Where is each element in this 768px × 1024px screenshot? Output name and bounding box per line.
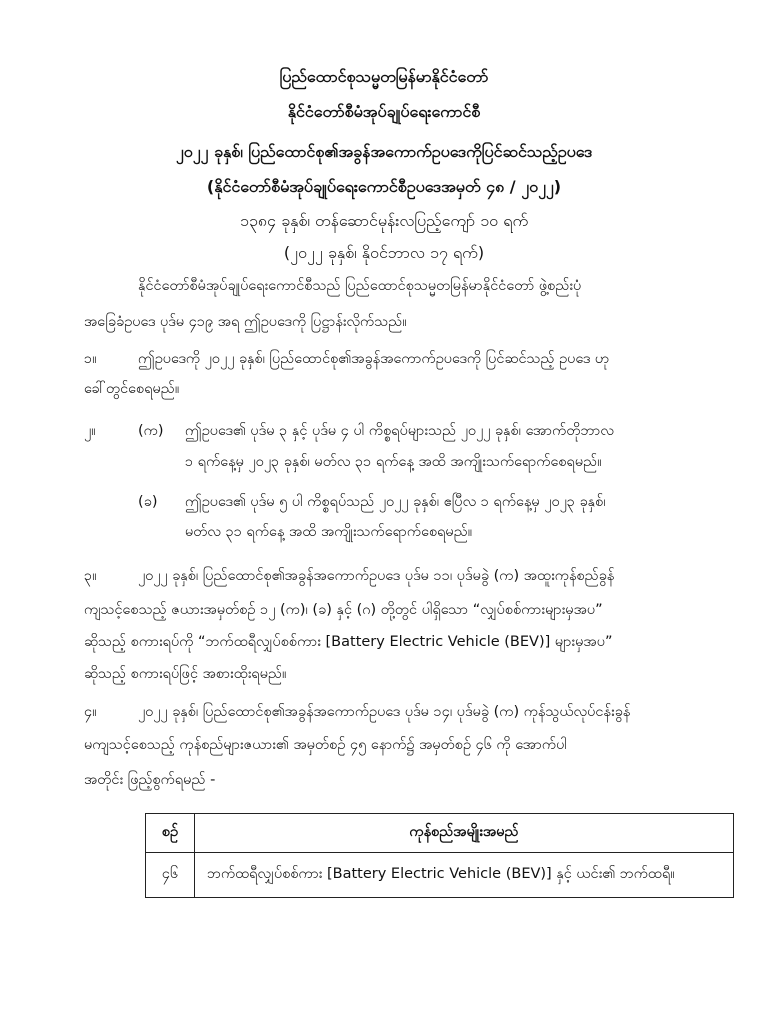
section-3-number: ၃။ bbox=[84, 568, 97, 584]
section-3-line-2: ကျသင့်စေသည့် ဇယားအမှတ်စဉ် ၁၂ (က)၊ (ခ) နှင့် (ဂ) တို့တွင် ပါရှိသော “လျှပ်စစ်ကားများမှအပ” bbox=[84, 602, 603, 618]
section-1-line-1: ဤဥပဒေကို ၂၀၂၂ ခုနှစ်၊ ပြည်ထောင်စု၏အခွန်အကောက်ဥပဒေကို ပြင်ဆင်သည့် ဥပဒေ ဟု bbox=[138, 351, 610, 367]
table-cell-goods-name: ဘက်ထရီလျှပ်စစ်ကား [Battery Electric Vehicle (BEV)] နှင့် ယင်း၏ ဘက်ထရီ။ bbox=[195, 853, 734, 898]
section-3-line-1: ၂၀၂၂ ခုနှစ်၊ ပြည်ထောင်စု၏အခွန်အကောက်ဥပဒေ ပုဒ်မ ၁၁၊ ပုဒ်မခွဲ (က) အထူးကုန်စည်ခွန် bbox=[138, 568, 615, 584]
section-2a-line-2: ၁ ရက်နေ့မှ ၂၀၂၃ ခုနှစ်၊ မတ်လ ၃၁ ရက်နေ့ အထိ အကျိုးသက်ရောက်စေရမည်။ bbox=[185, 454, 602, 470]
section-4-line-1: ၂၀၂၂ ခုနှစ်၊ ပြည်ထောင်စု၏အခွန်အကောက်ဥပဒေ ပုဒ်မ ၁၄၊ ပုဒ်မခွဲ (က) ကုန်သွယ်လုပ်ငန်းခွန် bbox=[138, 704, 631, 720]
header-law-number: (နိုင်ငံတော်စီမံအုပ်ချုပ်ရေးကောင်စီဥပဒေအမှတ် ၄၈ / ၂၀၂၂) bbox=[206, 177, 562, 196]
section-2b-label: (ခ) bbox=[138, 494, 158, 510]
header-gregorian-date: (၂၀၂၂ ခုနှစ်၊ နိုဝင်ဘာလ ၁၇ ရက်) bbox=[283, 243, 485, 262]
table-header-serial: စဉ် bbox=[146, 814, 195, 853]
preamble-line-2: အခြေခံဥပဒေ ပုဒ်မ ၄၁၉ အရ ဤဥပဒေကို ပြဋ္ဌာန်းလိုက်သည်။ bbox=[84, 314, 407, 330]
table-cell-serial: ၄၆ bbox=[146, 853, 195, 898]
section-4-number: ၄။ bbox=[84, 704, 97, 720]
section-2b-line-1: ဤဥပဒေ၏ ပုဒ်မ ၅ ပါ ကိစ္စရပ်သည် ၂၀၂၂ ခုနှစ်၊ ဧပြီလ ၁ ရက်နေ့မှ ၂၀၂၃ ခုနှစ်၊ bbox=[185, 494, 606, 510]
section-3-line-3: ဆိုသည့် စကားရပ်ကို “ဘက်ထရီလျှပ်စစ်ကား [Battery Electric Vehicle (BEV)] များမှအပ” bbox=[84, 634, 613, 650]
goods-table bbox=[145, 813, 734, 898]
section-4-line-2: မကျသင့်စေသည့် ကုန်စည်များဇယား၏ အမှတ်စဉ် ၄၅ နောက်၌ အမှတ်စဉ် ၄၆ ကို အောက်ပါ bbox=[84, 737, 567, 753]
preamble-line-1: နိုင်ငံတော်စီမံအုပ်ချုပ်ရေးကောင်စီသည် ပြည်ထောင်စုသမ္မတမြန်မာနိုင်ငံတော် ဖွဲ့စည်းပုံ bbox=[138, 278, 582, 294]
header-law-title: ၂၀၂၂ ခုနှစ်၊ ပြည်ထောင်စု၏အခွန်အကောက်ဥပဒေကိုပြင်ဆင်သည့်ဥပဒေ bbox=[175, 142, 593, 161]
section-2a-label: (က) bbox=[138, 423, 164, 439]
header-council: နိုင်ငံတော်စီမံအုပ်ချုပ်ရေးကောင်စီ bbox=[287, 102, 481, 121]
section-2a-line-1: ဤဥပဒေ၏ ပုဒ်မ ၃ နှင့် ပုဒ်မ ၄ ပါ ကိစ္စရပ်များသည် ၂၀၂၂ ခုနှစ်၊ အောက်တိုဘာလ bbox=[185, 423, 614, 439]
table-header-goods-name: ကုန်စည်အမျိုးအမည် bbox=[195, 814, 734, 853]
section-2-number: ၂။ bbox=[84, 423, 96, 439]
section-1-line-2: ခေါ်တွင်စေရမည်။ bbox=[84, 381, 180, 397]
section-1-number: ၁။ bbox=[84, 351, 97, 367]
header-country: ပြည်ထောင်စုသမ္မတမြန်မာနိုင်ငံတော် bbox=[279, 67, 489, 86]
header-myanmar-date: ၁၃၈၄ ခုနှစ်၊ တန်ဆောင်မုန်းလပြည့်ကျော် ၁၀ ရက် bbox=[239, 211, 529, 230]
section-4-line-3: အတိုင်း ဖြည့်စွက်ရမည် - bbox=[84, 772, 216, 788]
section-3-line-4: ဆိုသည့် စကားရပ်ဖြင့် အစားထိုးရမည်။ bbox=[84, 666, 287, 682]
section-2b-line-2: မတ်လ ၃၁ ရက်နေ့ အထိ အကျိုးသက်ရောက်စေရမည်။ bbox=[185, 524, 473, 540]
table-row bbox=[146, 853, 734, 898]
table-header-row bbox=[146, 814, 734, 853]
